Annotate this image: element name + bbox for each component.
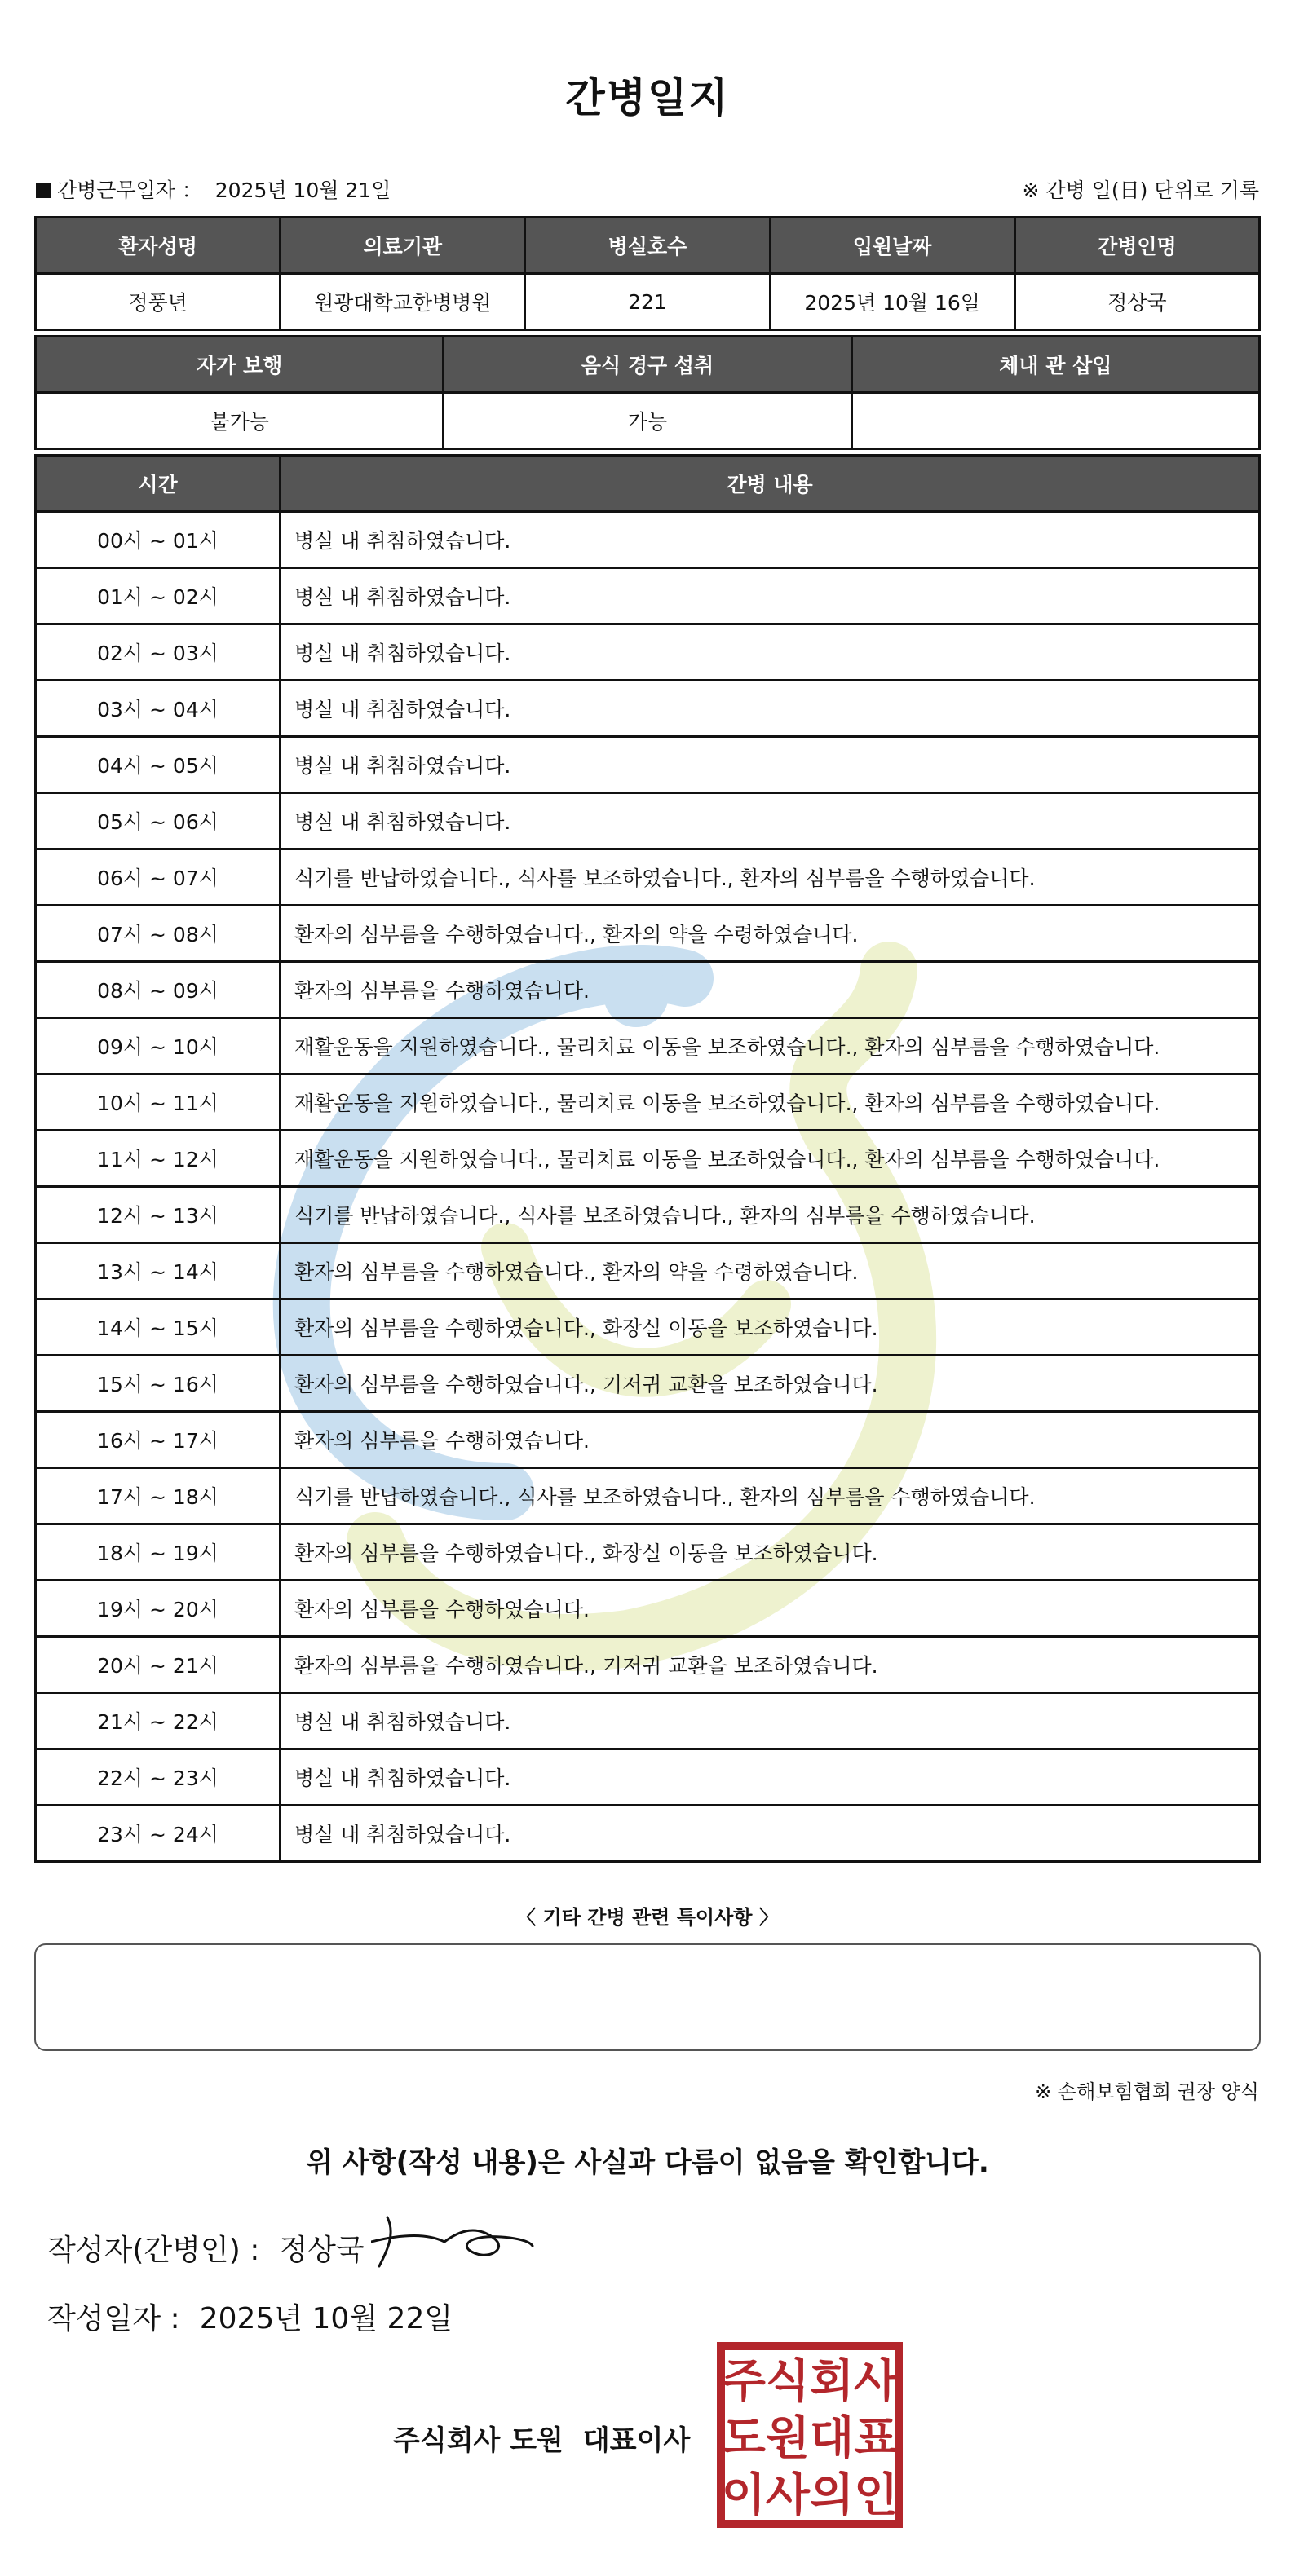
patient-info-header: 환자성명 xyxy=(36,218,281,274)
log-row xyxy=(36,1524,1260,1581)
log-content-cell: 병실 내 취침하였습니다. xyxy=(281,512,1260,568)
patient-info-value: 정풍년 xyxy=(36,274,281,330)
log-content-cell: 병실 내 취침하였습니다. xyxy=(281,681,1260,737)
special-notes-box xyxy=(34,1943,1261,2051)
log-row xyxy=(36,1243,1260,1299)
company-title: 대표이사 xyxy=(582,2424,691,2457)
log-row xyxy=(36,1074,1260,1131)
patient-status-table xyxy=(34,335,1261,450)
log-time-cell: 17시 ~ 18시 xyxy=(36,1468,281,1524)
log-row xyxy=(36,849,1260,906)
log-time-cell: 23시 ~ 24시 xyxy=(36,1806,281,1862)
log-content-cell: 병실 내 취침하였습니다. xyxy=(281,737,1260,793)
log-content-cell: 식기를 반납하였습니다., 식사를 보조하였습니다., 환자의 심부름을 수행하였습니다. xyxy=(281,1187,1260,1243)
log-time-cell: 16시 ~ 17시 xyxy=(36,1412,281,1468)
log-row xyxy=(36,1693,1260,1749)
log-row xyxy=(36,906,1260,962)
log-content-cell: 환자의 심부름을 수행하였습니다., 환자의 약을 수령하였습니다. xyxy=(281,1243,1260,1299)
log-time-cell: 13시 ~ 14시 xyxy=(36,1243,281,1299)
company-name: 주식회사 도원 xyxy=(393,2424,564,2457)
patient-info-value: 221 xyxy=(525,274,770,330)
writer-label: 작성자(간병인) : xyxy=(47,2234,260,2267)
log-row xyxy=(36,737,1260,793)
log-row xyxy=(36,1299,1260,1356)
company-signature-line xyxy=(393,2418,690,2458)
square-bullet-icon xyxy=(36,183,51,198)
patient-info-header: 의료기관 xyxy=(281,218,525,274)
log-row xyxy=(36,624,1260,681)
seal-line-3: 이사의인 xyxy=(721,2469,899,2522)
log-time-cell: 10시 ~ 11시 xyxy=(36,1074,281,1131)
log-time-cell: 18시 ~ 19시 xyxy=(36,1524,281,1581)
log-time-cell: 03시 ~ 04시 xyxy=(36,681,281,737)
log-content-cell: 재활운동을 지원하였습니다., 물리치료 이동을 보조하였습니다., 환자의 심부름을 수행하였습니다. xyxy=(281,1018,1260,1074)
log-row xyxy=(36,1356,1260,1412)
log-content-cell: 환자의 심부름을 수행하였습니다. xyxy=(281,1581,1260,1637)
written-date-value: 2025년 10월 22일 xyxy=(199,2302,453,2336)
patient-info-header: 간병인명 xyxy=(1014,218,1259,274)
log-content-cell: 병실 내 취침하였습니다. xyxy=(281,793,1260,849)
log-content-cell: 식기를 반납하였습니다., 식사를 보조하였습니다., 환자의 심부름을 수행하였습니다. xyxy=(281,849,1260,906)
log-content-cell: 환자의 심부름을 수행하였습니다. xyxy=(281,1412,1260,1468)
log-row xyxy=(36,568,1260,624)
written-date-label: 작성일자 : xyxy=(47,2302,180,2336)
log-content-cell: 병실 내 취침하였습니다. xyxy=(281,1806,1260,1862)
log-time-cell: 14시 ~ 15시 xyxy=(36,1299,281,1356)
log-content-cell: 환자의 심부름을 수행하였습니다., 기저귀 교환을 보조하였습니다. xyxy=(281,1637,1260,1693)
log-time-cell: 02시 ~ 03시 xyxy=(36,624,281,681)
status-value: 가능 xyxy=(444,393,851,449)
log-row xyxy=(36,1806,1260,1862)
writer-line xyxy=(47,2227,365,2269)
log-content-cell: 병실 내 취침하였습니다. xyxy=(281,624,1260,681)
page-title: 간병일지 xyxy=(565,74,730,121)
patient-info-value: 정상국 xyxy=(1014,274,1259,330)
patient-info-header: 병실호수 xyxy=(525,218,770,274)
log-row xyxy=(36,1468,1260,1524)
patient-info-value: 원광대학교한병병원 xyxy=(281,274,525,330)
log-row xyxy=(36,681,1260,737)
log-header-time: 시간 xyxy=(36,456,281,512)
written-date-line xyxy=(47,2296,453,2337)
recommended-form-note: ※ 손해보험협회 권장 양식 xyxy=(1035,2080,1259,2103)
log-content-cell: 병실 내 취침하였습니다. xyxy=(281,568,1260,624)
log-content-cell: 병실 내 취침하였습니다. xyxy=(281,1749,1260,1806)
log-content-cell: 환자의 심부름을 수행하였습니다. xyxy=(281,962,1260,1018)
log-row xyxy=(36,1018,1260,1074)
care-log-table xyxy=(34,454,1261,1863)
log-time-cell: 08시 ~ 09시 xyxy=(36,962,281,1018)
log-time-cell: 22시 ~ 23시 xyxy=(36,1749,281,1806)
log-row xyxy=(36,1581,1260,1637)
log-time-cell: 07시 ~ 08시 xyxy=(36,906,281,962)
seal-line-1: 주식회사 xyxy=(721,2355,899,2408)
patient-info-table xyxy=(34,216,1261,331)
log-content-cell: 환자의 심부름을 수행하였습니다., 환자의 약을 수령하였습니다. xyxy=(281,906,1260,962)
patient-info-header: 입원날짜 xyxy=(770,218,1014,274)
status-value xyxy=(851,393,1259,449)
log-content-cell: 병실 내 취침하였습니다. xyxy=(281,1693,1260,1749)
log-time-cell: 04시 ~ 05시 xyxy=(36,737,281,793)
company-seal-stamp xyxy=(716,2341,904,2529)
status-value: 불가능 xyxy=(36,393,444,449)
log-time-cell: 06시 ~ 07시 xyxy=(36,849,281,906)
log-header-content: 간병 내용 xyxy=(281,456,1260,512)
care-date-label: 간병근무일자 ： xyxy=(57,179,202,202)
log-row xyxy=(36,793,1260,849)
daily-record-note: ※ 간병 일(日) 단위로 기록 xyxy=(1022,179,1259,202)
log-row xyxy=(36,1637,1260,1693)
confirmation-statement: 위 사항(작성 내용)은 사실과 다름이 없음을 확인합니다. xyxy=(306,2146,989,2179)
log-row xyxy=(36,1412,1260,1468)
log-content-cell: 환자의 심부름을 수행하였습니다., 화장실 이동을 보조하였습니다. xyxy=(281,1524,1260,1581)
log-time-cell: 20시 ~ 21시 xyxy=(36,1637,281,1693)
log-time-cell: 00시 ~ 01시 xyxy=(36,512,281,568)
log-content-cell: 재활운동을 지원하였습니다., 물리치료 이동을 보조하였습니다., 환자의 심부름을 수행하였습니다. xyxy=(281,1131,1260,1187)
log-row xyxy=(36,1187,1260,1243)
log-content-cell: 환자의 심부름을 수행하였습니다., 기저귀 교환을 보조하였습니다. xyxy=(281,1356,1260,1412)
seal-line-2: 도원대표 xyxy=(721,2412,899,2465)
writer-name: 정상국 xyxy=(279,2234,365,2267)
log-row xyxy=(36,1749,1260,1806)
care-date-value: 2025년 10월 21일 xyxy=(214,179,391,202)
status-header: 체내 관 삽입 xyxy=(851,337,1259,393)
log-content-cell: 재활운동을 지원하였습니다., 물리치료 이동을 보조하였습니다., 환자의 심부름을 수행하였습니다. xyxy=(281,1074,1260,1131)
handwritten-signature xyxy=(371,2201,534,2274)
log-time-cell: 05시 ~ 06시 xyxy=(36,793,281,849)
log-time-cell: 01시 ~ 02시 xyxy=(36,568,281,624)
care-date xyxy=(36,174,391,204)
status-header: 음식 경구 섭취 xyxy=(444,337,851,393)
log-time-cell: 09시 ~ 10시 xyxy=(36,1018,281,1074)
log-row xyxy=(36,1131,1260,1187)
status-header: 자가 보행 xyxy=(36,337,444,393)
log-time-cell: 21시 ~ 22시 xyxy=(36,1693,281,1749)
log-row xyxy=(36,962,1260,1018)
log-time-cell: 15시 ~ 16시 xyxy=(36,1356,281,1412)
log-content-cell: 식기를 반납하였습니다., 식사를 보조하였습니다., 환자의 심부름을 수행하였습니다. xyxy=(281,1468,1260,1524)
patient-info-value: 2025년 10월 16일 xyxy=(770,274,1014,330)
log-time-cell: 12시 ~ 13시 xyxy=(36,1187,281,1243)
log-time-cell: 19시 ~ 20시 xyxy=(36,1581,281,1637)
log-content-cell: 환자의 심부름을 수행하였습니다., 화장실 이동을 보조하였습니다. xyxy=(281,1299,1260,1356)
log-row xyxy=(36,512,1260,568)
special-notes-title: 〈 기타 간병 관련 특이사항 〉 xyxy=(516,1906,779,1929)
log-time-cell: 11시 ~ 12시 xyxy=(36,1131,281,1187)
